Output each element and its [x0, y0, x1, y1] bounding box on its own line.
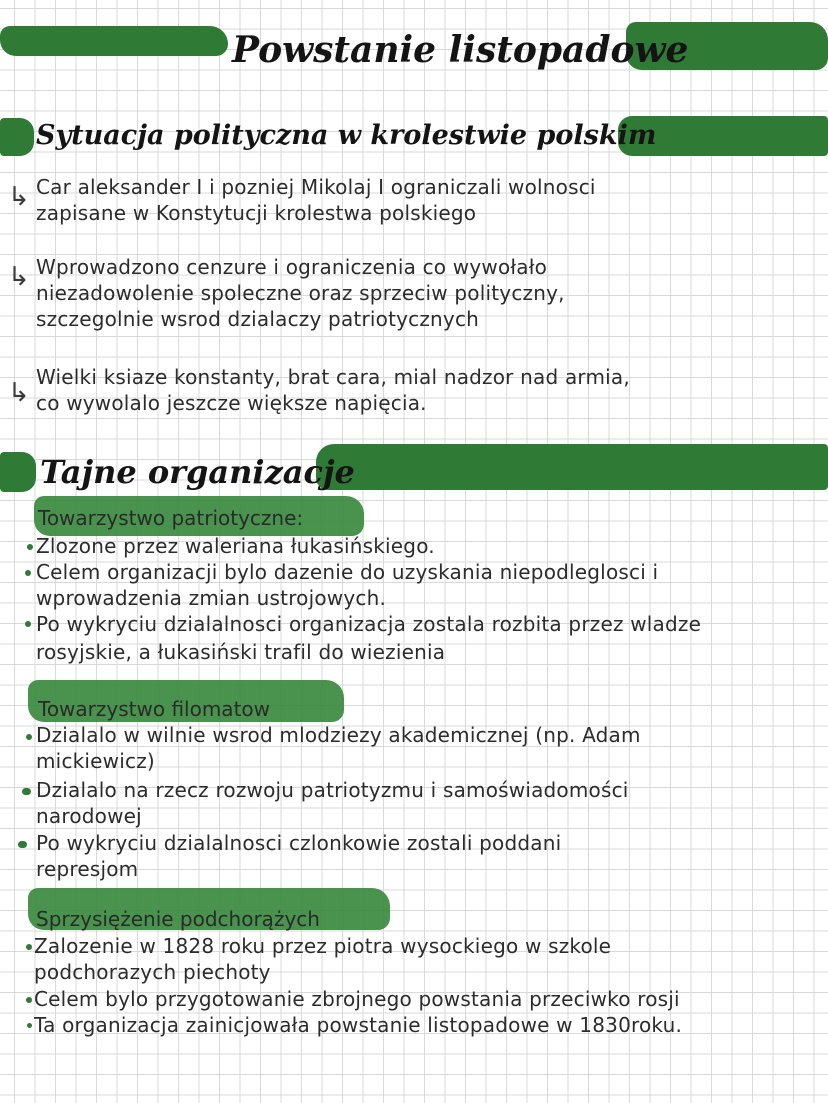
- g3-b1-line1: Zalozenie w 1828 roku przez piotra wysockiego w szkole: [34, 934, 612, 958]
- s1-item2-line2: niezadowolenie spoleczne oraz sprzeciw polityczny,: [36, 281, 565, 305]
- s1-item3-line2: co wywolalo jeszcze większe napięcia.: [36, 391, 427, 415]
- title-highlight-left: [0, 26, 228, 56]
- section2-highlight-right: [316, 444, 828, 490]
- g2-b3-line1: Po wykryciu dzialalnosci czlonkowie zostali poddani: [36, 831, 562, 855]
- section2-highlight-left: [0, 452, 36, 492]
- s1-item1-line2: zapisane w Konstytucji krolestwa polskiego: [36, 201, 477, 225]
- return-arrow-icon: ↳: [8, 182, 30, 212]
- group2-title: Towarzystwo filomatow: [38, 697, 271, 721]
- g1-b1-line1: Zlozone przez waleriana łukasińskiego.: [36, 534, 435, 558]
- s1-item2-line1: Wprowadzono cenzure i ograniczenia co wywołało: [36, 255, 548, 279]
- section2-heading: Tajne organizacje: [40, 453, 355, 491]
- green-dot-icon: [25, 621, 31, 627]
- green-dot-icon: [18, 841, 27, 848]
- g3-b1-line2: podchorazych piechoty: [34, 960, 271, 984]
- g2-b2-line1: Dzialalo na rzecz rozwoju patriotyzmu i samoświadomości: [36, 778, 629, 802]
- g2-b1-line2: mickiewicz): [36, 749, 155, 773]
- g2-b2-line2: narodowej: [36, 804, 142, 828]
- green-dot-icon: [27, 1023, 32, 1028]
- page-title: Powstanie listopadowe: [232, 29, 689, 71]
- g2-b1-line1: Dzialalo w wilnie wsrod mlodziezy akademicznej (np. Adam: [36, 723, 641, 747]
- green-dot-icon: [25, 570, 31, 576]
- g1-b2-line2: wprowadzenia zmian ustrojowych.: [36, 586, 387, 610]
- group1-title: Towarzystwo patriotyczne:: [38, 506, 304, 530]
- green-dot-icon: [22, 788, 31, 795]
- group3-title: Sprzysiężenie podchorążych: [36, 907, 320, 931]
- g1-b3-line1: Po wykryciu dzialalnosci organizacja zostala rozbita przez wladze: [36, 612, 702, 636]
- green-dot-icon: [26, 734, 32, 740]
- g3-b3-line1: Ta organizacja zainicjowała powstanie listopadowe w 1830roku.: [34, 1013, 683, 1037]
- s1-item1-line1: Car aleksander I i pozniej Mikolaj I ograniczali wolnosci: [36, 175, 596, 199]
- g1-b2-line1: Celem organizacji bylo dazenie do uzyskania niepodleglosci i: [36, 560, 659, 584]
- return-arrow-icon: ↳: [8, 262, 30, 292]
- g1-b3-line2: rosyjskie, a łukasiński trafil do wiezienia: [36, 640, 446, 664]
- green-dot-icon: [26, 997, 32, 1003]
- return-arrow-icon: ↳: [8, 378, 30, 408]
- g2-b3-line2: represjom: [36, 857, 139, 881]
- g3-b2-line1: Celem bylo przygotowanie zbrojnego powstania przeciwko rosji: [34, 987, 680, 1011]
- green-dot-icon: [26, 944, 32, 950]
- s1-item3-line1: Wielki ksiaze konstanty, brat cara, mial nadzor nad armia,: [36, 365, 630, 389]
- section1-highlight-left: [0, 118, 34, 156]
- s1-item2-line3: szczegolnie wsrod dzialaczy patriotycznych: [36, 307, 480, 331]
- green-dot-icon: [27, 544, 33, 550]
- section1-heading: Sytuacja polityczna w krolestwie polskim: [36, 120, 657, 151]
